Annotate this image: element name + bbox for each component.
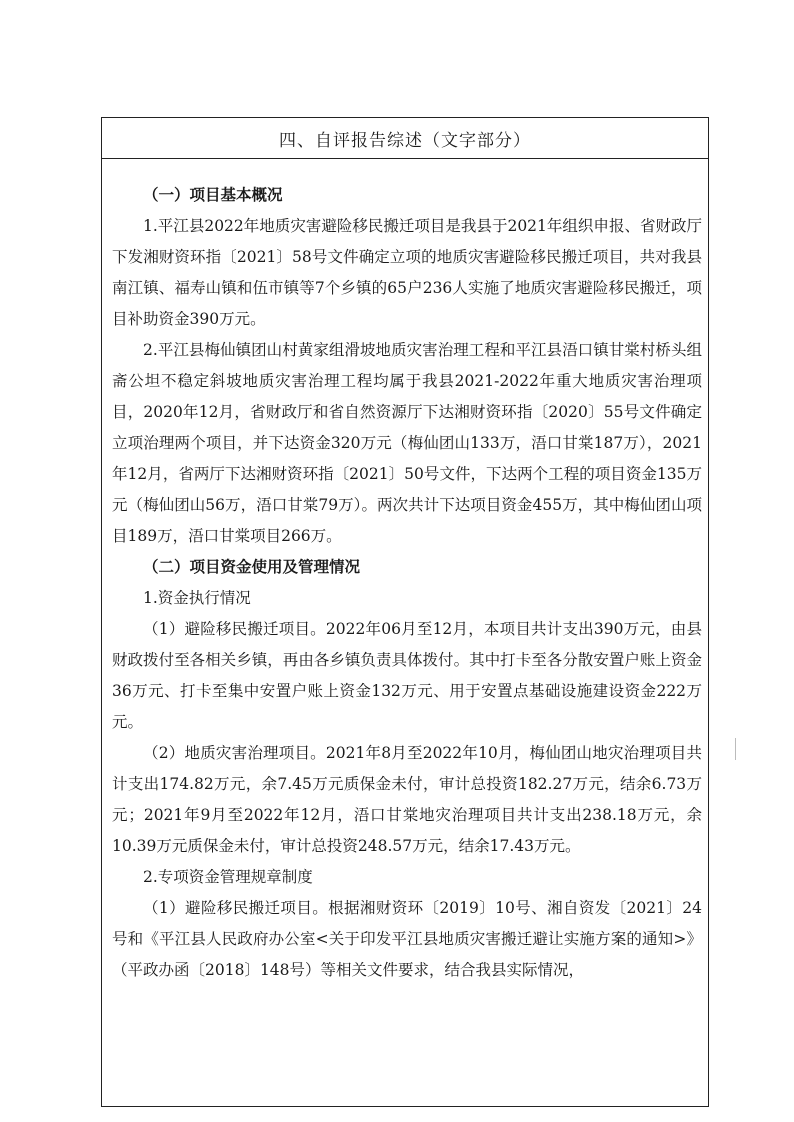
- subheading-fund-rules: 2.专项资金管理规章制度: [143, 868, 313, 886]
- paragraph-relocation-spending: （1）避险移民搬迁项目。2022年06月至12月，本项目共计支出390万元，由县财政拨付至各相关乡镇，再由各乡镇负责具体拨付。其中打卡至各分散安置户账上资金36万元、打卡至集中安置户账上资金132万元、用于安置点基础设施建设资金222万元。: [112, 620, 702, 731]
- scan-artifact: [735, 738, 736, 760]
- paragraph-hazard-control-project: 2.平江县梅仙镇团山村黄家组滑坡地质灾害治理工程和平江县浯口镇甘棠村桥头组斋公坦不稳定斜坡地质灾害治理工程均属于我县2021-2022年重大地质灾害治理项目，2020年12月，省财政厅和省自然资源厅下达湘财资环指〔2020〕55号文件确定立项治理两个项目，并下达资金320万元（梅仙团山133万，浯口甘棠187万），2021年12月，省两厅下达湘财资环指〔2021〕50号文件，下达两个工程的项目资金135万元（梅仙团山56万，浯口甘棠79万）。两次共计下达项目资金455万，其中梅仙团山项目189万，浯口甘棠项目266万。: [112, 341, 702, 545]
- heading-fund-management: （二）项目资金使用及管理情况: [143, 558, 361, 576]
- report-frame: [101, 117, 709, 1107]
- paragraph-hazard-spending: （2）地质灾害治理项目。2021年8月至2022年10月，梅仙团山地灾治理项目共计支出174.82万元，余7.45万元质保金未付，审计总投资182.27万元，结余6.73万元；2021年9月至2022年12月，浯口甘棠地灾治理项目共计支出238.18万元，余10.39万元质保金未付，审计总投资248.57万元，结余17.43万元。: [112, 744, 702, 855]
- paragraph-relocation-rules: （1）避险移民搬迁项目。根据湘财资环〔2019〕10号、湘自资发〔2021〕24号和《平江县人民政府办公室<关于印发平江县地质灾害搬迁避让实施方案的通知>》（平政办函〔2018〕148号）等相关文件要求，结合我县实际情况，: [112, 899, 702, 979]
- section-title: 四、自评报告综述（文字部分）: [102, 118, 708, 159]
- paragraph-relocation-project: 1.平江县2022年地质灾害避险移民搬迁项目是我县于2021年组织申报、省财政厅下发湘财资环指〔2021〕58号文件确定立项的地质灾害避险移民搬迁项目，共对我县南江镇、福寿山镇和伍市镇等7个乡镇的65户236人实施了地质灾害避险移民搬迁，项目补助资金390万元。: [112, 217, 702, 328]
- heading-basic-overview: （一）项目基本概况: [143, 186, 283, 204]
- subheading-fund-execution: 1.资金执行情况: [143, 589, 251, 607]
- report-body: [112, 180, 702, 986]
